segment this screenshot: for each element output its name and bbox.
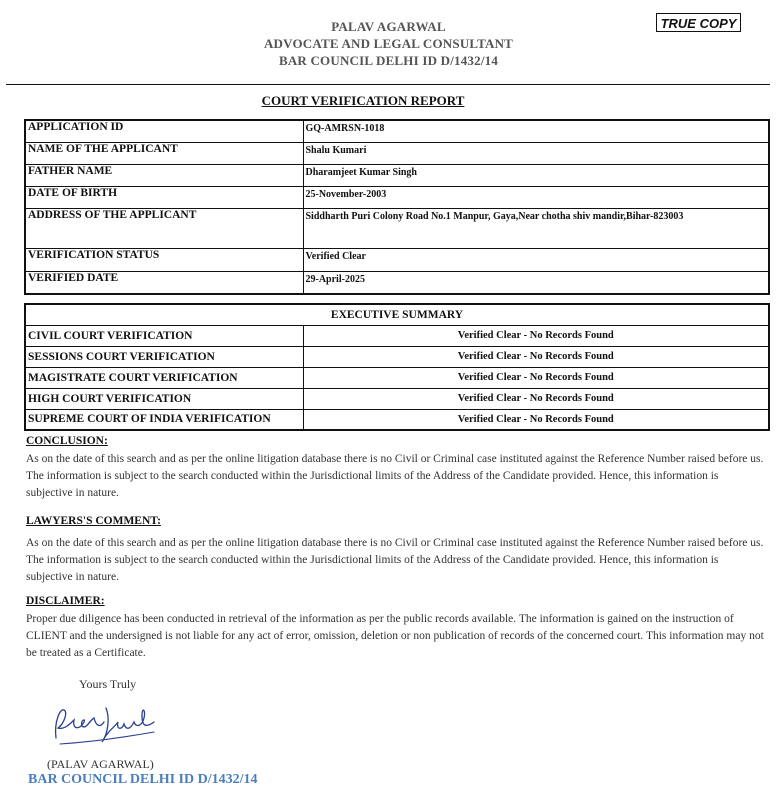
table-row <box>25 120 769 142</box>
address-value: Siddharth Puri Colony Road No.1 Manpur, Gaya,Near chotha shiv mandir,Bihar-823003 <box>303 208 769 248</box>
father-name-value: Dharamjeet Kumar Singh <box>303 164 769 186</box>
verified-date-value: 29-April-2025 <box>303 271 769 294</box>
lawyers-comment-text: As on the date of this search and as per the online litigation database there is no Civil or Criminal case instituted against the Reference Number raised before us. The information is subject to the search conducted within the Jurisdictional limits of the Address of the Candidate provided. Hence, this information is subjective in nature. <box>26 537 764 583</box>
date-of-birth-value: 25-November-2003 <box>303 186 769 208</box>
table-row <box>25 388 769 409</box>
address-label: ADDRESS OF THE APPLICANT <box>25 208 303 248</box>
magistrate-court-label: MAGISTRATE COURT VERIFICATION <box>25 367 303 388</box>
handwritten-signature <box>50 700 160 752</box>
disclaimer-text: Proper due diligence has been conducted in retrieval of the information as per the public records available. The information is gained on the instruction of CLIENT and the undersigned is not liable for any act of error, omission, deletion or non publication of records of the concerned court. This information may not be treated as a Certificate. <box>26 613 764 659</box>
table-row <box>25 248 769 271</box>
civil-court-result: Verified Clear - No Records Found <box>303 325 769 346</box>
table-row <box>25 304 769 325</box>
table-row <box>25 367 769 388</box>
advocate-designation: ADVOCATE AND LEGAL CONSULTANT <box>263 36 514 51</box>
table-row <box>25 164 769 186</box>
sessions-court-result: Verified Clear - No Records Found <box>303 346 769 367</box>
civil-court-label: CIVIL COURT VERIFICATION <box>25 325 303 346</box>
report-title: COURT VERIFICATION REPORT <box>261 93 465 108</box>
disclaimer-heading: DISCLAIMER: <box>26 595 105 607</box>
high-court-result: Verified Clear - No Records Found <box>303 388 769 409</box>
date-of-birth-label: DATE OF BIRTH <box>25 186 303 208</box>
signatory-name: (PALAV AGARWAL) <box>47 757 154 771</box>
advocate-name: PALAV AGARWAL <box>331 19 446 34</box>
application-id-label: APPLICATION ID <box>25 120 303 142</box>
supreme-court-label: SUPREME COURT OF INDIA VERIFICATION <box>25 409 303 430</box>
application-id-value: GQ-AMRSN-1018 <box>303 120 769 142</box>
verification-status-value: Verified Clear <box>303 248 769 271</box>
applicant-details-table <box>24 119 770 295</box>
magistrate-court-result: Verified Clear - No Records Found <box>303 367 769 388</box>
verified-date-label: VERIFIED DATE <box>25 271 303 294</box>
table-row <box>25 409 769 430</box>
applicant-name-value: Shalu Kumari <box>303 142 769 164</box>
conclusion-text: As on the date of this search and as per the online litigation database there is no Civil or Criminal case instituted against the Reference Number raised before us. The information is subject to the search conducted within the Jurisdictional limits of the Address of the Candidate provided. Hence, this information is subjective in nature. <box>26 453 764 499</box>
header-divider <box>6 84 770 85</box>
table-row <box>25 271 769 294</box>
executive-summary-table <box>24 303 770 431</box>
conclusion-heading: CONCLUSION: <box>26 435 108 447</box>
table-row <box>25 186 769 208</box>
high-court-label: HIGH COURT VERIFICATION <box>25 388 303 409</box>
table-row <box>25 208 769 248</box>
supreme-court-result: Verified Clear - No Records Found <box>303 409 769 430</box>
footer-bar-council-id: BAR COUNCIL DELHI ID D/1432/14 <box>28 772 258 787</box>
applicant-name-label: NAME OF THE APPLICANT <box>25 142 303 164</box>
closing-salutation: Yours Truly <box>79 677 137 691</box>
sessions-court-label: SESSIONS COURT VERIFICATION <box>25 346 303 367</box>
father-name-label: FATHER NAME <box>25 164 303 186</box>
bar-council-id: BAR COUNCIL DELHI ID D/1432/14 <box>278 53 499 68</box>
table-row <box>25 325 769 346</box>
true-copy-stamp: TRUE COPY <box>656 13 741 32</box>
table-row <box>25 142 769 164</box>
lawyers-comment-heading: LAWYERS'S COMMENT: <box>26 515 161 527</box>
executive-summary-title: EXECUTIVE SUMMARY <box>25 304 769 325</box>
table-row <box>25 346 769 367</box>
verification-status-label: VERIFICATION STATUS <box>25 248 303 271</box>
